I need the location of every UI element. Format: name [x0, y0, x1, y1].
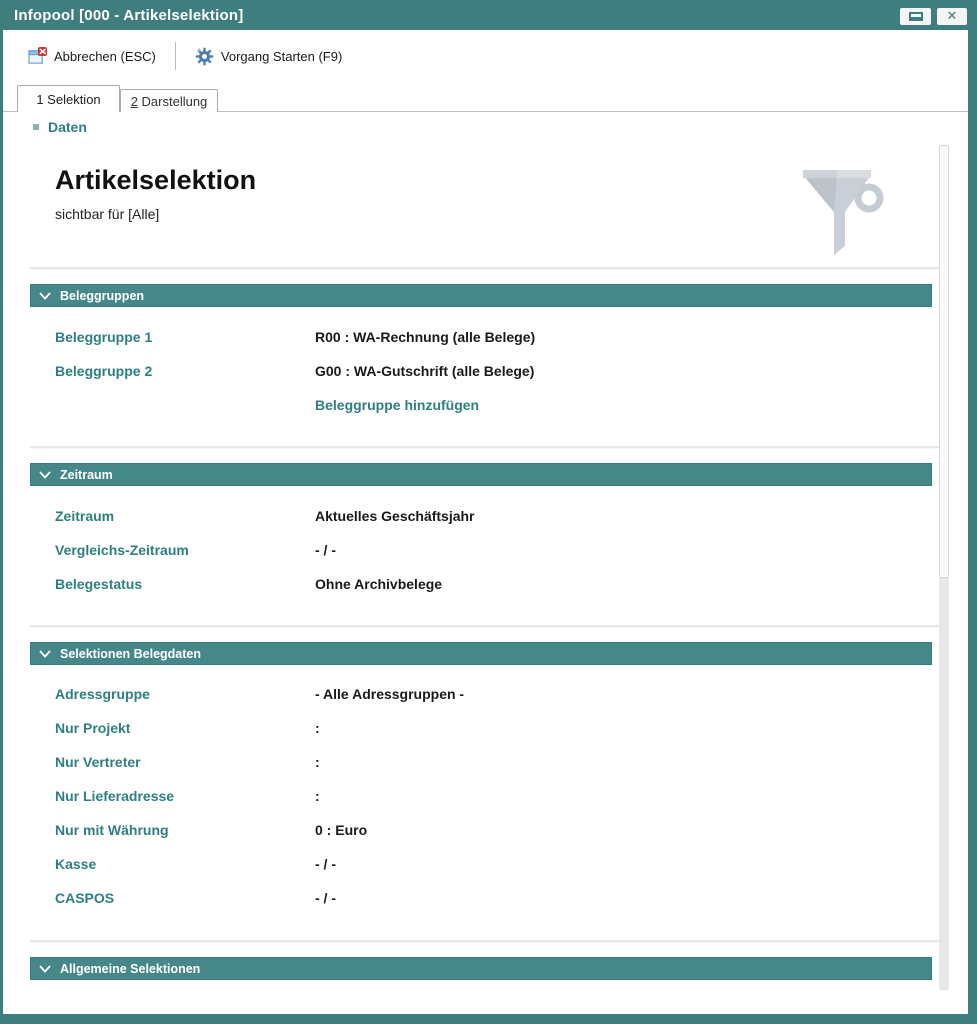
- add-beleggruppe-link[interactable]: Beleggruppe hinzufügen: [315, 397, 480, 413]
- field-label-adressgruppe[interactable]: Adressgruppe: [55, 686, 150, 702]
- window-border-bottom: [0, 1014, 977, 1024]
- field-label-nur-vertreter[interactable]: Nur Vertreter: [55, 754, 141, 770]
- section-title: Beleggruppen: [60, 288, 145, 303]
- tab-selektion[interactable]: [17, 85, 120, 112]
- cancel-button[interactable]: [19, 42, 165, 71]
- daten-group-label: Daten: [48, 119, 87, 135]
- titlebar: [0, 0, 977, 30]
- restore-icon: [909, 12, 923, 21]
- section-title: Selektionen Belegdaten: [60, 646, 202, 661]
- field-label-caspos[interactable]: CASPOS: [55, 890, 115, 906]
- tab-darstellung-label: 2 Darstellung: [130, 93, 208, 109]
- window-border-left: [0, 30, 3, 1024]
- start-button-label: Vorgang Starten (F9): [220, 48, 343, 64]
- field-value-kasse[interactable]: - / -: [315, 856, 336, 872]
- field-value-nur-lieferadresse[interactable]: :: [315, 788, 320, 804]
- section-divider: [30, 940, 948, 943]
- chevron-down-icon: [39, 292, 51, 300]
- chevron-down-icon: [39, 650, 51, 658]
- field-value-caspos[interactable]: - / -: [315, 890, 336, 906]
- page-subtitle: sichtbar für [Alle]: [55, 206, 160, 222]
- square-bullet-icon: [33, 124, 39, 130]
- field-value-beleggruppe-2[interactable]: G00 : WA-Gutschrift (alle Belege): [315, 363, 535, 379]
- tab-darstellung[interactable]: [120, 89, 218, 112]
- section-divider: [30, 625, 948, 628]
- gear-icon: [195, 47, 214, 66]
- restore-button[interactable]: [900, 8, 931, 25]
- field-value-beleggruppe-1[interactable]: R00 : WA-Rechnung (alle Belege): [315, 329, 536, 345]
- section-header-selektionen-belegdaten[interactable]: [30, 642, 932, 665]
- section-title: Zeitraum: [60, 467, 113, 482]
- page-title: Artikelselektion: [55, 165, 257, 195]
- section-header-zeitraum[interactable]: [30, 463, 932, 486]
- section-header-allgemeine-selektionen[interactable]: [30, 957, 932, 980]
- chevron-down-icon: [39, 471, 51, 479]
- field-label-nur-mit-waehrung[interactable]: Nur mit Währung: [55, 822, 169, 838]
- toolbar: [3, 30, 968, 82]
- funnel-icon: [795, 162, 885, 258]
- field-label-beleggruppe-1[interactable]: Beleggruppe 1: [55, 329, 153, 345]
- field-label-beleggruppe-2[interactable]: Beleggruppe 2: [55, 363, 153, 379]
- field-value-belegestatus[interactable]: Ohne Archivbelege: [315, 576, 443, 592]
- scrollbar-track[interactable]: [939, 578, 949, 990]
- field-label-vergleichs-zeitraum[interactable]: Vergleichs-Zeitraum: [55, 542, 189, 558]
- cancel-window-icon: [28, 47, 47, 66]
- close-button[interactable]: [937, 8, 967, 25]
- field-value-vergleichs-zeitraum[interactable]: - / -: [315, 542, 336, 558]
- window-border-right: [968, 30, 977, 1024]
- window-title: Infopool [000 - Artikelselektion]: [14, 6, 244, 24]
- tab-selektion-label: 1 Selektion: [36, 91, 101, 107]
- field-label-zeitraum[interactable]: Zeitraum: [55, 508, 115, 524]
- section-divider: [30, 446, 948, 449]
- close-icon: ✕: [946, 9, 958, 24]
- daten-group[interactable]: [33, 119, 87, 135]
- field-label-nur-projekt[interactable]: Nur Projekt: [55, 720, 131, 736]
- scrollbar-thumb[interactable]: [939, 145, 949, 578]
- field-value-adressgruppe[interactable]: - Alle Adressgruppen -: [315, 686, 465, 702]
- cancel-button-label: Abbrechen (ESC): [54, 48, 156, 64]
- field-label-kasse[interactable]: Kasse: [55, 856, 97, 872]
- section-header-beleggruppen[interactable]: [30, 284, 932, 307]
- section-divider: [30, 267, 948, 270]
- field-label-nur-lieferadresse[interactable]: Nur Lieferadresse: [55, 788, 175, 804]
- field-value-nur-vertreter[interactable]: :: [315, 754, 320, 770]
- field-label-belegestatus[interactable]: Belegestatus: [55, 576, 143, 592]
- field-value-nur-projekt[interactable]: :: [315, 720, 320, 736]
- section-title: Allgemeine Selektionen: [60, 961, 201, 976]
- field-value-zeitraum[interactable]: Aktuelles Geschäftsjahr: [315, 508, 475, 524]
- field-value-nur-mit-waehrung[interactable]: 0 : Euro: [315, 822, 368, 838]
- start-button[interactable]: [186, 42, 351, 71]
- chevron-down-icon: [39, 965, 51, 973]
- toolbar-separator: [175, 42, 176, 70]
